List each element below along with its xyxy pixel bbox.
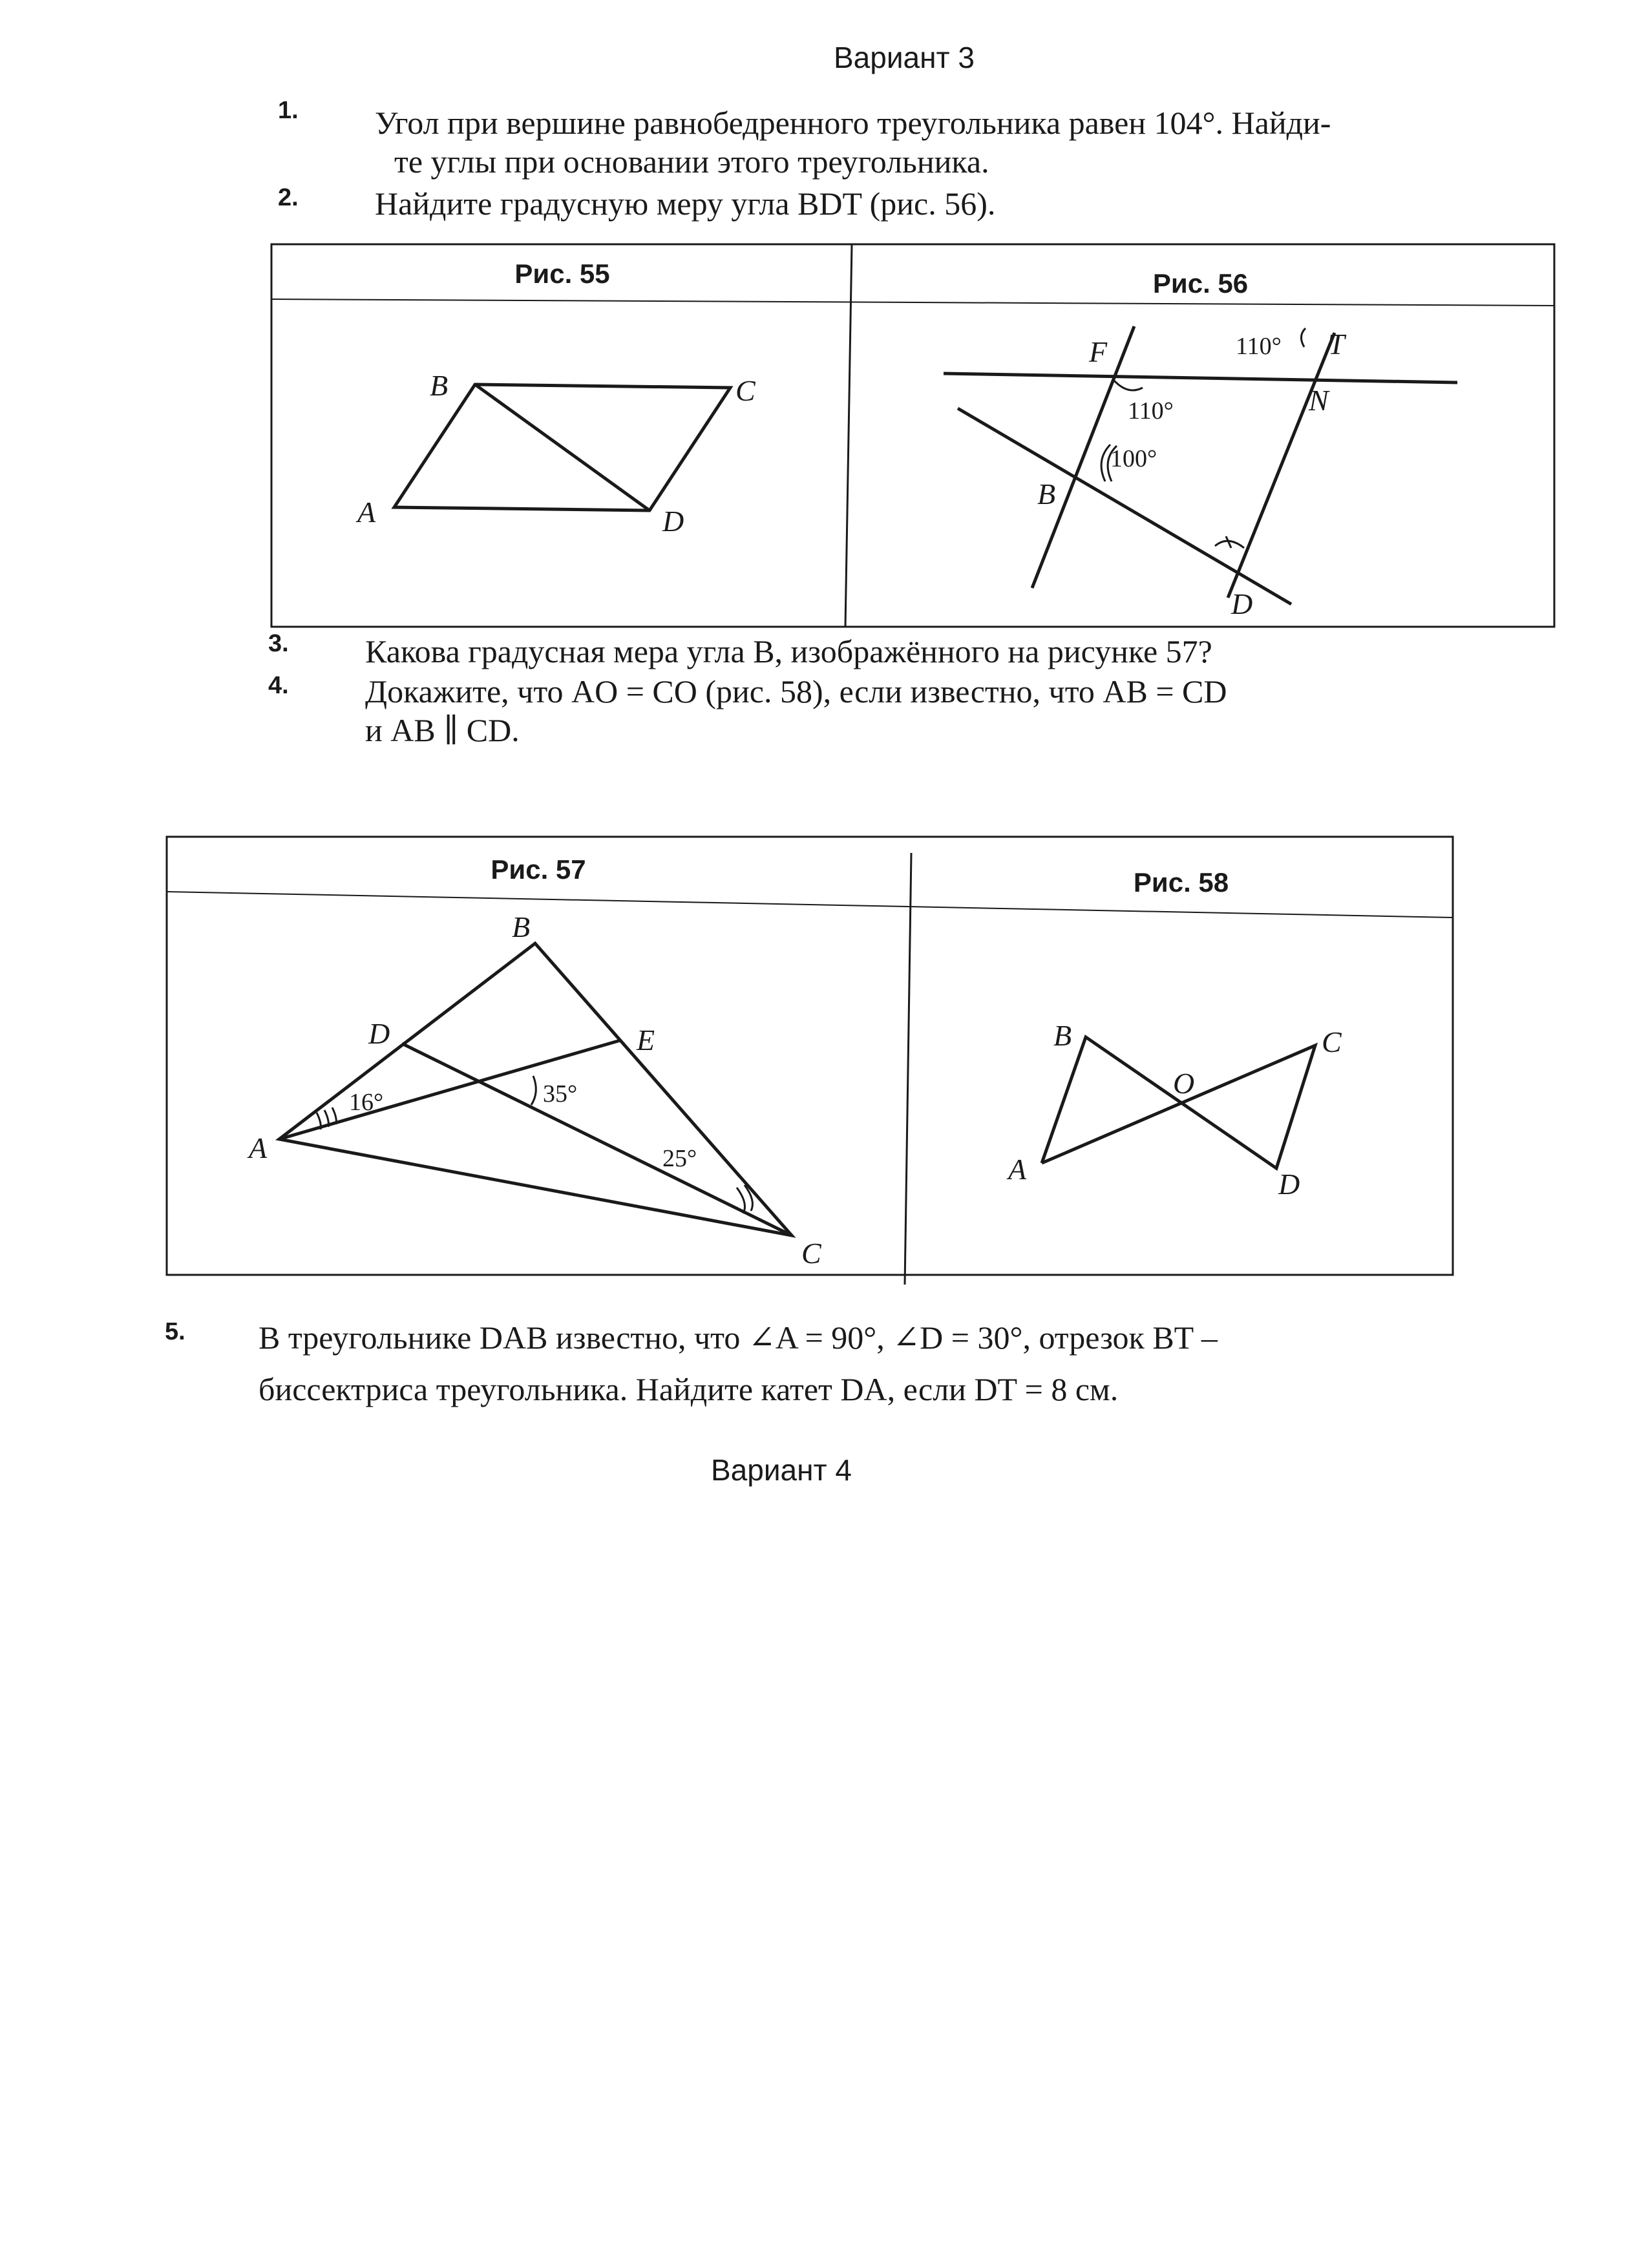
fig58-drawing — [1006, 1019, 1342, 1201]
problem-3-line-1: Какова градусная мера угла B, изображённого на рисунке 57? — [365, 633, 1212, 669]
fig57-label-e: E — [637, 1024, 655, 1056]
fig58-title: Рис. 58 — [1133, 867, 1229, 898]
fig56-angle-110: 110° — [1128, 397, 1174, 425]
fig57-label-a: A — [249, 1131, 268, 1164]
problem-5-line-1: В треугольнике DAB известно, что ∠A = 90°, ∠D = 30°, отрезок BT – — [259, 1319, 1218, 1356]
fig58-bowtie — [1042, 1037, 1315, 1168]
figure-table-55-56 — [271, 244, 1554, 627]
fig57-angle-16: 16° — [349, 1089, 384, 1116]
fig56-label-t: T — [1328, 328, 1345, 361]
fig58-label-d: D — [1278, 1168, 1300, 1201]
fig57-title: Рис. 57 — [491, 854, 586, 885]
problem-2-line-1: Найдите градусную меру угла BDT (рис. 56). — [375, 185, 996, 222]
fig56-title: Рис. 56 — [1152, 268, 1249, 299]
fig57-segment-cd — [402, 1044, 792, 1235]
problem-5-line-2: биссектриса треугольника. Найдите катет DA, если DT = 8 см. — [259, 1371, 1119, 1407]
figure-table-57-58 — [167, 837, 1453, 1285]
fig56-line-fn — [944, 373, 1457, 383]
fig57-angle-25: 25° — [662, 1145, 697, 1172]
fig56-angle-110-top: 110° — [1236, 333, 1282, 360]
fig58-label-b: B — [1053, 1019, 1072, 1052]
next-variant-title-cut: Вариант 4 — [711, 1453, 852, 1487]
fig55-label-b: B — [430, 369, 449, 402]
fig58-label-c: C — [1322, 1025, 1342, 1058]
fig56-arc-110-top — [1301, 328, 1305, 347]
problem-5-number: 5. — [165, 1318, 185, 1345]
fig56-label-d: D — [1231, 587, 1253, 620]
fig56-label-f: F — [1089, 335, 1108, 368]
problem-4-number: 4. — [268, 672, 289, 699]
fig56-angle-100: 100° — [1110, 445, 1157, 472]
fig56-label-b: B — [1037, 478, 1056, 510]
fig56-drawing — [944, 326, 1457, 620]
fig57-label-b: B — [512, 910, 531, 943]
fig56-arc-110 — [1114, 380, 1143, 390]
fig55-label-d: D — [662, 505, 684, 538]
fig57-angle-35: 35° — [543, 1080, 578, 1108]
fig55-label-a: A — [357, 496, 376, 529]
fig57-label-d: D — [368, 1017, 390, 1050]
fig55-drawing — [355, 369, 756, 538]
fig56-line-tn — [1228, 333, 1335, 598]
problem-4-line-2: и AB ∥ CD. — [365, 712, 520, 748]
variant-title: Вариант 3 — [834, 41, 975, 74]
fig58-label-a: A — [1008, 1153, 1027, 1186]
fig56-label-n: N — [1309, 384, 1329, 417]
problem-4-line-1: Докажите, что AO = CO (рис. 58), если известно, что AB = CD — [365, 673, 1227, 709]
fig58-label-o: O — [1173, 1067, 1195, 1100]
fig55-title: Рис. 55 — [514, 258, 610, 289]
fig57-arc-35 — [531, 1076, 536, 1105]
problem-1-number: 1. — [278, 97, 299, 124]
fig57-drawing — [247, 910, 822, 1270]
problem-1-line-1: Угол при вершине равнобедренного треугольника равен 104°. Найди- — [375, 105, 1331, 141]
problem-1-line-2: те углы при основании этого треугольника. — [394, 143, 989, 180]
fig55-diagonal-bd — [475, 384, 650, 510]
fig57-label-c: C — [801, 1237, 821, 1270]
fig56-line-bd — [958, 408, 1291, 604]
fig55-label-c: C — [735, 374, 755, 407]
problem-3-number: 3. — [268, 630, 289, 657]
problem-2-number: 2. — [278, 184, 299, 211]
